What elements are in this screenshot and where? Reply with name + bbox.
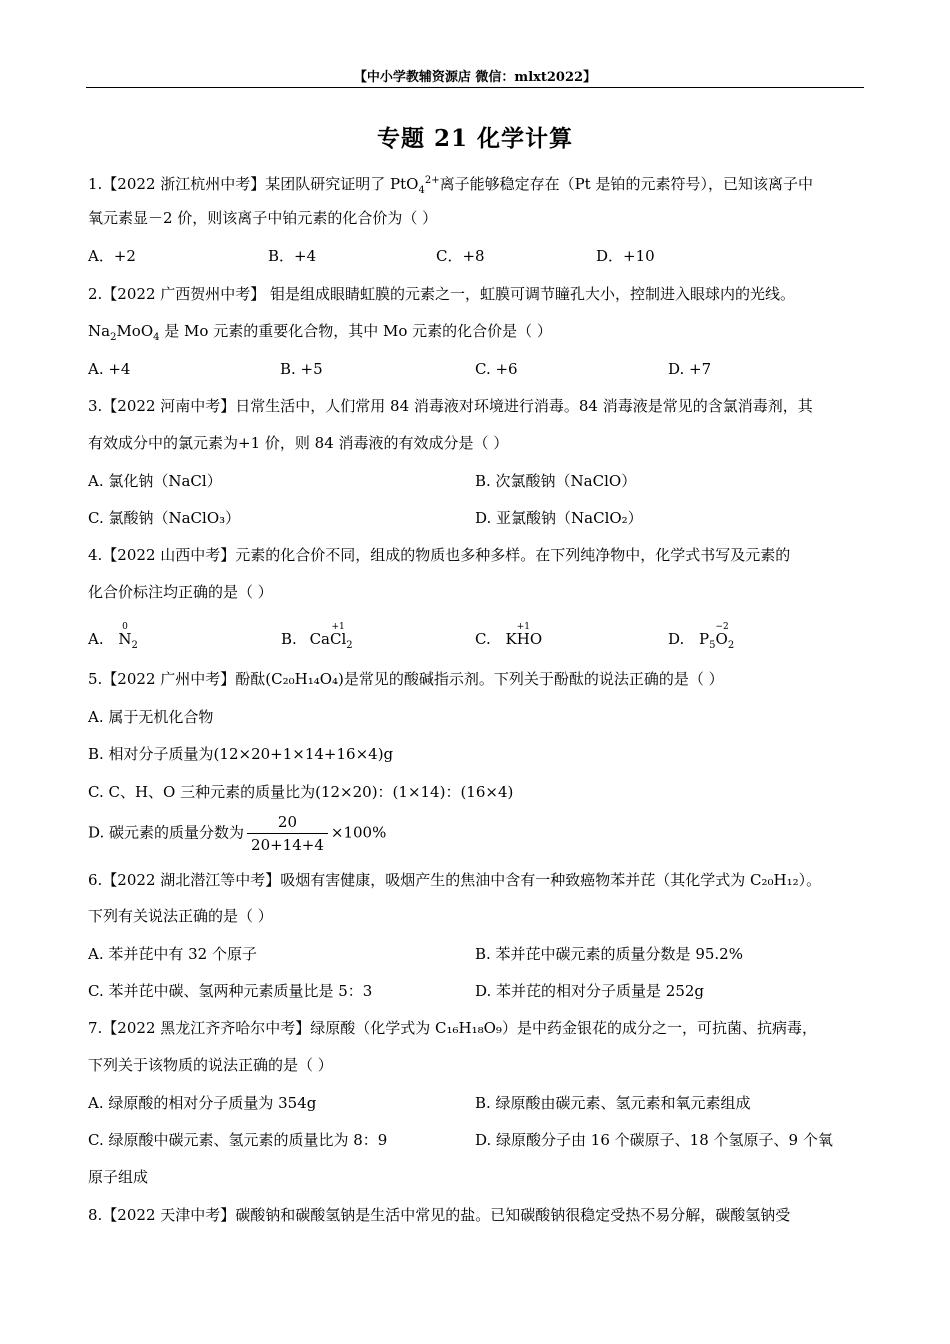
q2-stem-line1: 2.【2022 广西贺州中考】 钼是组成眼睛虹膜的元素之一，虹膜可调节瞳孔大小，控制进入眼球内的光线。	[88, 285, 796, 303]
q6-option-d[interactable]: D. 苯并芘的相对分子质量是 252g	[475, 982, 705, 1000]
q2-option-a[interactable]: A. +4	[88, 360, 131, 378]
q3-option-c[interactable]: C. 氯酸钠（NaClO₃）	[88, 509, 241, 527]
q6-option-c[interactable]: C. 苯并芘中碳、氢两种元素质量比是 5：3	[88, 982, 373, 1000]
q1-option-d[interactable]: D．+10	[596, 247, 655, 265]
q3-option-a[interactable]: A. 氯化钠（NaCl）	[88, 472, 222, 490]
q4-option-a[interactable]: A. 0 $N_2$	[88, 622, 138, 651]
q2-option-c[interactable]: C. +6	[475, 360, 518, 378]
q3-option-b[interactable]: B. 次氯酸钠（NaClO）	[475, 472, 637, 490]
q1-option-b[interactable]: B．+4	[268, 247, 317, 265]
q7-option-d-continuation: 原子组成	[88, 1168, 149, 1186]
q5-option-a[interactable]: A. 属于无机化合物	[88, 708, 214, 726]
q4-option-c[interactable]: C. K +1 HO	[475, 622, 543, 648]
q4-stem-line2: 化合价标注均正确的是（ ）	[88, 583, 273, 601]
q6-stem-line2: 下列有关说法正确的是（ ）	[88, 907, 273, 925]
q6-option-a[interactable]: A. 苯并芘中有 32 个原子	[88, 945, 257, 963]
q1-option-c[interactable]: C．+8	[436, 247, 485, 265]
q8-stem-line1: 8.【2022 天津中考】碳酸钠和碳酸氢钠是生活中常见的盐。已知碳酸钠很稳定受热不易分解，碳酸氢钠受	[88, 1206, 791, 1224]
page-header: 【中小学教辅资源店 微信：mlxt2022】	[353, 70, 597, 85]
header-rule	[86, 87, 864, 88]
q3-stem-line1: 3.【2022 河南中考】日常生活中，人们常用 84 消毒液对环境进行消毒。84 消毒液是常见的含氯消毒剂，其	[88, 397, 813, 415]
q5-option-b[interactable]: B. 相对分子质量为(12×20+1×14+16×4)g	[88, 745, 394, 763]
q7-option-d[interactable]: D. 绿原酸分子由 16 个碳原子、18 个氢原子、9 个氧	[475, 1131, 833, 1149]
q7-option-b[interactable]: B. 绿原酸由碳元素、氢元素和氧元素组成	[475, 1094, 751, 1112]
page-title: 专题 21 化学计算	[376, 125, 574, 152]
q7-option-a[interactable]: A. 绿原酸的相对分子质量为 354g	[88, 1094, 317, 1112]
q1-stem-line1: 1.【2022 浙江杭州中考】某团队研究证明了 PtO$_4^{2+}$离子能够稳定存在（Pt 是铂的元素符号），已知该离子中	[88, 175, 813, 196]
q4-stem-line1: 4.【2022 山西中考】元素的化合价不同，组成的物质也多种多样。在下列纯净物中，化学式书写及元素的	[88, 546, 791, 564]
q2-option-b[interactable]: B. +5	[280, 360, 323, 378]
q2-stem-line2: $Na_2MoO_4$ 是 Mo 元素的重要化合物，其中 Mo 元素的化合价是（ ）	[88, 322, 552, 343]
q1-option-a[interactable]: A．+2	[88, 247, 136, 265]
q7-option-c[interactable]: C. 绿原酸中碳元素、氢元素的质量比为 8：9	[88, 1131, 388, 1149]
q7-stem-line1: 7.【2022 黑龙江齐齐哈尔中考】绿原酸（化学式为 C₁₆H₁₈O₉）是中药金银花的成分之一，可抗菌、抗病毒，	[88, 1019, 817, 1037]
q5-option-c[interactable]: C. C、H、O 三种元素的质量比为(12×20)：(1×14)：(16×4)	[88, 783, 514, 801]
q3-stem-line2: 有效成分中的氯元素为+1 价，则 84 消毒液的有效成分是（ ）	[88, 434, 509, 452]
fraction: $\frac{20}{20+14+4}$	[247, 812, 328, 855]
q4-option-b[interactable]: B. Ca +1 $Cl_2$	[281, 622, 353, 651]
q4-option-d[interactable]: D. $P_5$ −2 $O_2$	[668, 622, 735, 651]
q3-option-d[interactable]: D. 亚氯酸钠（NaClO₂）	[475, 509, 643, 527]
q5-stem-line1: 5.【2022 广州中考】酚酞(C₂₀H₁₄O₄)是常见的酸碱指示剂。下列关于酚酞的说法正确的是（ ）	[88, 670, 724, 688]
q6-stem-line1: 6.【2022 湖北潜江等中考】吸烟有害健康，吸烟产生的焦油中含有一种致癌物苯并芘（其化学式为 C₂₀H₁₂）。	[88, 871, 822, 889]
q1-stem-line2: 氧元素显－2 价，则该离子中铂元素的化合价为（ ）	[88, 209, 438, 227]
q7-stem-line2: 下列关于该物质的说法正确的是（ ）	[88, 1056, 333, 1074]
q2-option-d[interactable]: D. +7	[668, 360, 712, 378]
q5-option-d[interactable]: D. 碳元素的质量分数为 $\frac{20}{20+14+4}$ ×100%	[88, 813, 387, 854]
q6-option-b[interactable]: B. 苯并芘中碳元素的质量分数是 95.2%	[475, 945, 743, 963]
